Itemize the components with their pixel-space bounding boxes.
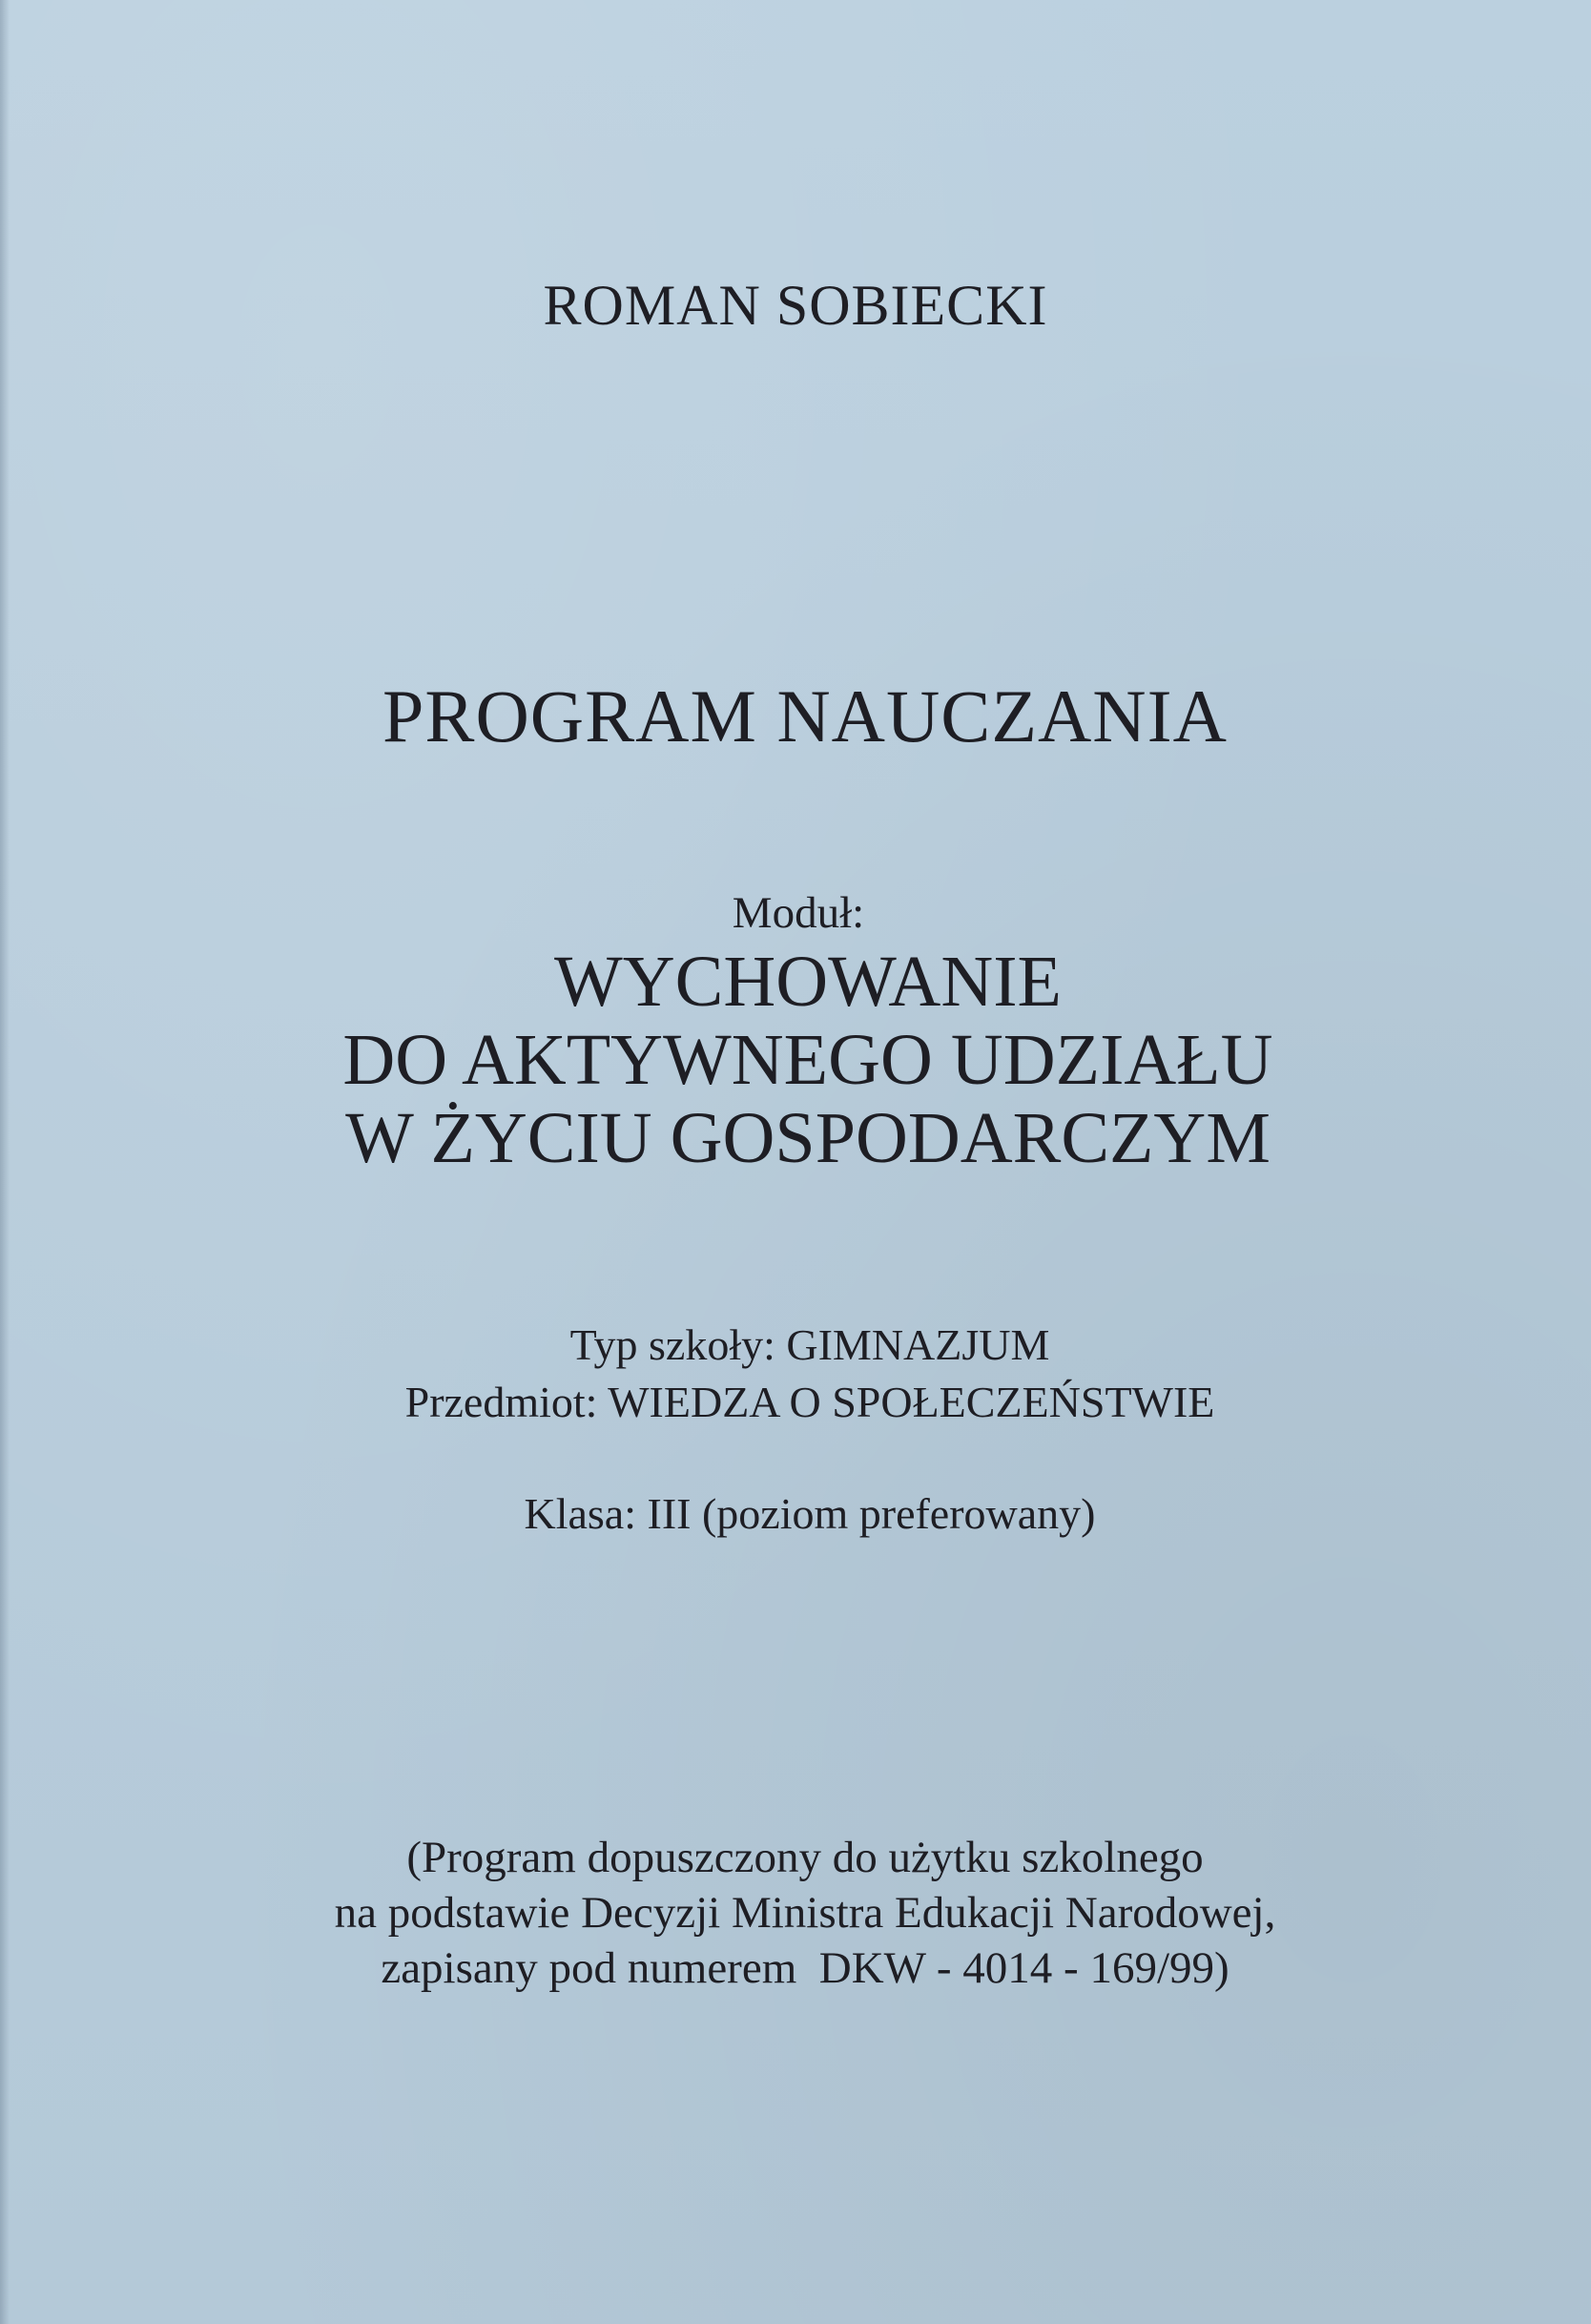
approval-note-line: (Program dopuszczony do użytku szkolnego <box>406 1833 1204 1882</box>
author-name: ROMAN SOBIECKI <box>543 274 1048 337</box>
module-title-line: W ŻYCIU GOSPODARCZYM <box>345 1098 1271 1178</box>
class-level: Klasa: III (poziom preferowany) <box>524 1489 1096 1538</box>
school-info <box>0 1317 1591 1431</box>
module-title <box>0 943 1591 1177</box>
module-title-line: DO AKTYWNEGO UDZIAŁU <box>342 1020 1273 1100</box>
subject: Przedmiot: WIEDZA O SPOŁECZEŃSTWIE <box>404 1378 1215 1426</box>
program-title: PROGRAM NAUCZANIA <box>382 674 1228 757</box>
module-label: Moduł: <box>732 888 865 938</box>
approval-note-line: na podstawie Decyzji Ministra Edukacji Narodowej, <box>334 1888 1276 1938</box>
module-title-line: WYCHOWANIE <box>554 942 1062 1022</box>
approval-note-line: zapisany pod numerem DKW - 4014 - 169/99) <box>381 1943 1229 1993</box>
approval-note <box>0 1830 1591 1996</box>
school-type: Typ szkoły: GIMNAZJUM <box>569 1320 1050 1369</box>
